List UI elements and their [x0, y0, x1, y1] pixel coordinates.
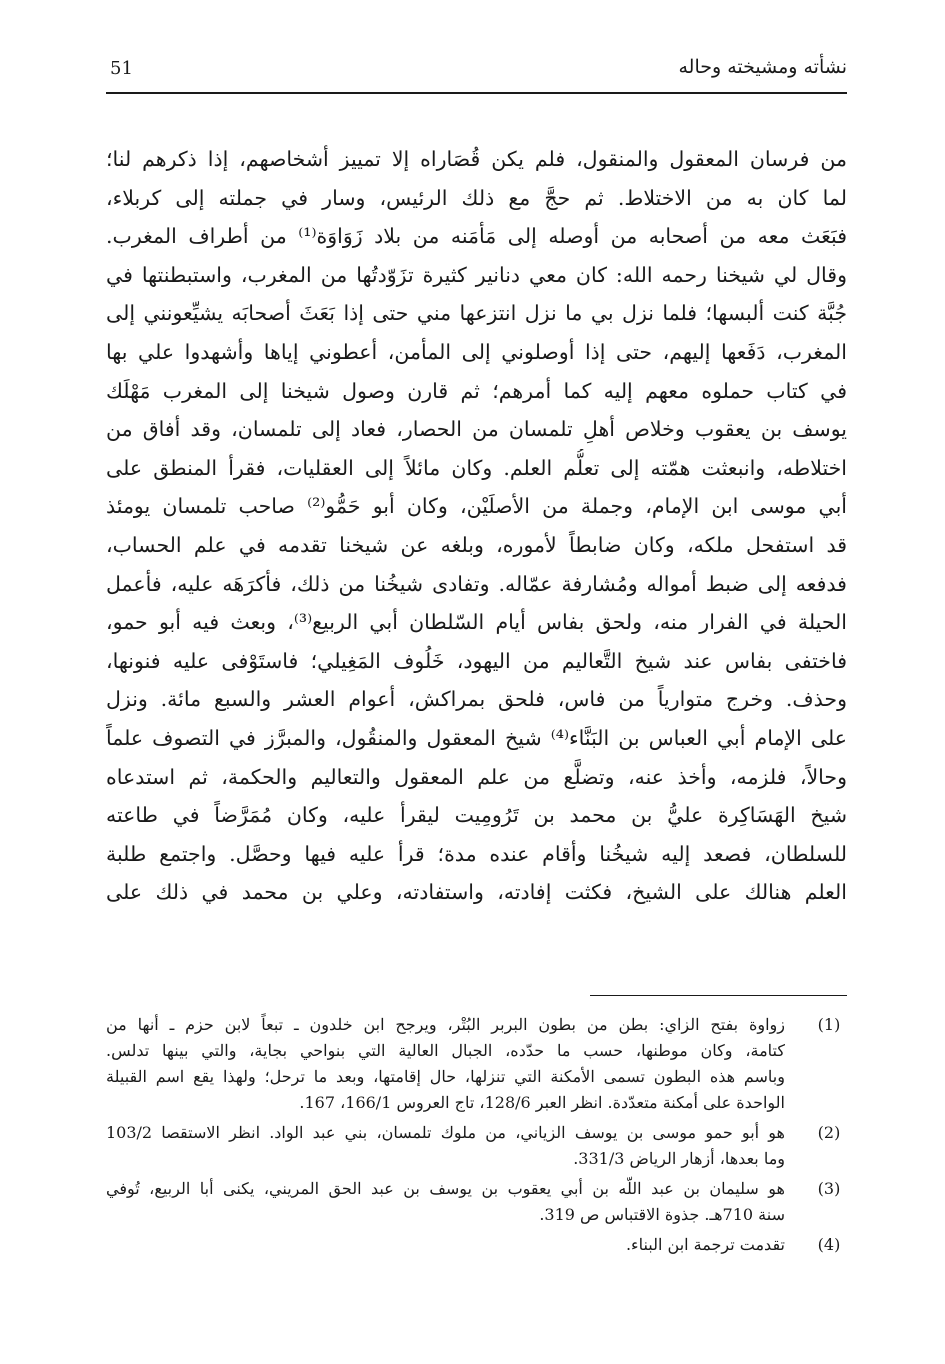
text-line: اختلاطه، وانبعثت همّته إلى تعلُّم العلم. وكان مائلاً إلى العقليات، فقرأ المنطق على: [106, 455, 847, 480]
page-number: 51: [110, 58, 133, 79]
text-line: يوسف بن يعقوب وخلاص أهلِ تلمسان من الحصار، فعاد إلى تلمسان، وقد أفاق من: [106, 417, 847, 442]
footnote-2: [106, 1120, 847, 1172]
text-line: فبَعَث معه من أصحابه من أوصله إلى مَأمَنه من بلاد زَوَاوَة⁽¹⁾ من أطراف المغرب.: [106, 224, 847, 249]
text-line: وحذف. وخرج متوارياً من فاس، فلحق بمراكش، أعوام العشر والسبع مائة. ونزل: [106, 687, 847, 712]
footnote-line: وما بعدها، أزهار الرياض 331/3.: [573, 1149, 785, 1168]
text-line: فدفعه إلى ضبط أمواله ومُشارفة عمّاله. وتفادى شيخُنا من ذلك، فأكرَهَه عليه، فأعمل: [106, 571, 847, 596]
footnote-line: وباسم هذه البطون تسمى الأمكنة التي تنزلها، حال إقامتها، وبعد ما ترحل؛ ولهذا يقع اسم القبيلة: [106, 1067, 785, 1086]
text-line: جُبَّة كنت ألبسها؛ فلما نزل بي ما نزل انتزعها مني حتى إذا بَعَثَ أصحابَه يشيِّعونني إلى: [106, 301, 847, 326]
text-line: وقال لي شيخنا رحمه الله: كان معي دنانير كثيرة تزَوّدتُها من المغرب، واستبطنتها في: [106, 262, 847, 287]
text-line: شيخ الهَسَاكِرة عليُّ بن محمد بن تَرُومِيت ليقرأ عليه، وكان مُمَرَّضاً في طاعته: [106, 803, 847, 828]
text-line: من فرسان المعقول والمنقول، فلم يكن قُصَاراه إلا تمييز أشخاصهم، إذا ذكرهم لنا؛: [106, 147, 847, 171]
running-title: نشأته ومشيخته وحاله: [678, 56, 847, 78]
header-rule: [106, 92, 847, 94]
footnote-number: (1): [817, 1015, 841, 1034]
main-text: [106, 140, 847, 912]
footnote-4: [106, 1232, 847, 1258]
text-line: للسلطان، فصعد إليه شيخُنا وأقام عنده مدة؛ قرأ عليه فيها وحصَّل. واجتمع طلبة: [106, 841, 847, 866]
footnote-line: هو سليمان بن عبد اللّه بن أبي يعقوب بن يوسف بن عبد الحق المريني، يكنى أبا الربيع، تُوفي: [106, 1179, 785, 1198]
footnote-line: الواحدة على أمكنة متعدّدة. انظر العبر 128/6، تاج العروس 166/1، 167.: [299, 1093, 785, 1112]
text-line: فاختفى بفاس عند شيخ التَّعاليم من اليهود، خَلُوف المَغِيلي؛ فاستَوْفى عليه فنونها،: [106, 648, 847, 673]
footnote-number: (4): [817, 1235, 841, 1254]
footnote-rule: [590, 995, 847, 996]
text-line: أبي موسى ابن الإمام، وجملة من الأصلَيْن، وكان أبو حَمُّو⁽²⁾ صاحب تلمسان يومئذ: [106, 494, 847, 519]
footnotes: [106, 1012, 847, 1262]
footnote-line: زواوة بفتح الزاي: بطن من بطون البربر البُتْر، ويرجح ابن خلدون ـ تبعاً لابن حزم ـ أنها من: [106, 1015, 785, 1034]
text-line: قد استفحل ملكه، وكان ضابطاً لأموره، وبلغه عن شيخنا تقدمه في علم الحساب،: [106, 532, 847, 557]
text-line: على الإمام أبي العباس بن البَنَّاء⁽⁴⁾ شيخ المعقول والمنقُول، والمبرَّز في التصوف علماً: [106, 725, 847, 750]
footnote-number: (3): [817, 1179, 841, 1198]
footnote-3: [106, 1176, 847, 1228]
text-line: وحالاً، فلزمه، وأخذ عنه، وتضلَّع من علم المعقول والتعاليم والحكمة، ثم استدعاه: [106, 764, 847, 789]
footnote-line: سنة 710هـ. جذوة الاقتباس ص 319.: [539, 1205, 785, 1224]
footnote-1: [106, 1012, 847, 1116]
text-line: في كتاب حملوه معهم إليه كما أمرهم؛ ثم قارن وصول شيخنا إلى المغرب مَهْلَك: [106, 378, 847, 403]
text-line: الحيلة في الفرار منه، ولحق بفاس أيام السّلطان أبي الربيع⁽³⁾، وبعث فيه أبو حمو،: [106, 610, 847, 635]
footnote-number: (2): [817, 1123, 841, 1142]
footnote-line: كتامة، وكان موطنها، حسب ما حدّده، الجبال العالية التي بنواحي بجاية، والتي بينها تدلس.: [106, 1041, 785, 1060]
text-line: العلم هنالك على الشيخ، فكثت إفادته، واستفادته، وعلي بن محمد في ذلك على: [106, 880, 847, 905]
text-line: لما كان به من الاختلاط. ثم حجَّ مع ذلك الرئيس، وسار في جملته إلى كربلاء،: [106, 185, 847, 210]
footnote-line: هو أبو حمو موسى بن يوسف الزياني، من ملوك تلمسان، بني عبد الواد. انظر الاستقصا 103/2: [106, 1123, 785, 1142]
footnote-line: تقدمت ترجمة ابن البناء.: [625, 1235, 785, 1254]
text-line: المغرب، دَفَعها إليهم، حتى إذا أوصلوني إلى المأمن، أعطوني إياها وأشهدوا علي بها: [106, 339, 847, 364]
